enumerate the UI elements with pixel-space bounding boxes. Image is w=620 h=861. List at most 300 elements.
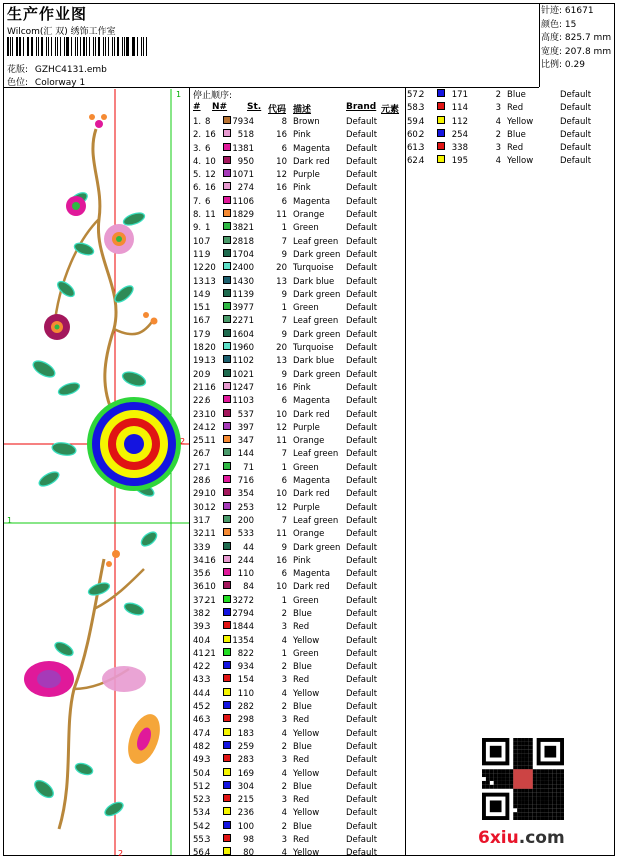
- row-needle: 4: [205, 768, 211, 779]
- table-row: [193, 276, 403, 289]
- row-needle: 21: [205, 648, 216, 659]
- table-row: [193, 315, 403, 328]
- color-swatch: [223, 807, 231, 815]
- row-needle: 6: [205, 143, 211, 154]
- color-swatch: [223, 714, 231, 722]
- row-index: 31.: [193, 515, 207, 526]
- row-stitches: 215: [237, 795, 254, 806]
- row-needle: 8: [205, 117, 211, 127]
- row-brand: Default: [346, 555, 378, 566]
- color-swatch: [223, 475, 231, 483]
- row-needle: 16: [205, 382, 216, 393]
- table-row: [407, 89, 617, 102]
- color-swatch: [223, 621, 231, 629]
- row-needle: 9: [205, 329, 211, 340]
- row-needle: 9: [205, 249, 211, 260]
- row-stitches: 1829: [232, 210, 254, 221]
- row-stitches: 1381: [232, 143, 254, 154]
- row-brand: Default: [346, 289, 378, 300]
- row-stitches: 1354: [232, 635, 254, 646]
- row-index: 29.: [193, 489, 207, 500]
- table-row: [193, 129, 403, 142]
- row-description: Dark blue: [293, 276, 335, 287]
- row-stitches: 171: [451, 90, 468, 100]
- row-index: 61.: [407, 143, 421, 154]
- color-swatch: [437, 89, 445, 97]
- row-description: Dark green: [293, 369, 341, 380]
- row-index: 7.: [193, 196, 202, 207]
- table-row: [193, 635, 403, 648]
- row-code: 16: [276, 382, 287, 393]
- row-brand: Default: [346, 396, 378, 407]
- table-row: [193, 714, 403, 727]
- row-code: 6: [281, 196, 287, 207]
- row-code: 6: [281, 143, 287, 154]
- row-description: Magenta: [293, 396, 331, 407]
- row-brand: Default: [346, 183, 378, 194]
- row-code: 4: [281, 848, 287, 859]
- row-description: Yellow: [293, 768, 320, 779]
- watermark-domain: .com: [518, 828, 565, 848]
- row-index: 20.: [193, 369, 207, 380]
- table-row: [193, 236, 403, 249]
- row-index: 9.: [193, 223, 202, 234]
- row-brand: Default: [346, 662, 378, 673]
- row-needle: 3: [205, 755, 211, 766]
- row-stitches: 716: [237, 476, 254, 487]
- row-needle: 6: [205, 569, 211, 580]
- color-swatch: [223, 674, 231, 682]
- row-brand: Default: [346, 515, 378, 526]
- row-description: Pink: [293, 382, 311, 393]
- row-brand: Default: [346, 595, 378, 606]
- table-row: [193, 741, 403, 754]
- embroidery-design-preview: [4, 89, 189, 855]
- row-index: 16.: [193, 316, 207, 327]
- row-stitches: 347: [237, 436, 254, 447]
- color-swatch: [223, 435, 231, 443]
- row-description: Blue: [507, 129, 526, 140]
- row-code: 4: [281, 728, 287, 739]
- row-stitches: 259: [237, 741, 254, 752]
- row-description: Green: [293, 595, 319, 606]
- row-stitches: 114: [451, 103, 468, 114]
- row-brand: Default: [346, 848, 378, 859]
- row-brand: Default: [346, 768, 378, 779]
- row-index: 60.: [407, 129, 421, 140]
- row-needle: 4: [419, 156, 425, 167]
- row-code: 1: [281, 648, 287, 659]
- row-brand: Default: [346, 608, 378, 619]
- color-swatch: [223, 369, 231, 377]
- row-description: Blue: [293, 781, 312, 792]
- row-description: Turquoise: [293, 263, 334, 274]
- row-needle: 11: [205, 436, 216, 447]
- table-row: [407, 116, 617, 129]
- table-row: [193, 196, 403, 209]
- row-description: Green: [293, 303, 319, 314]
- table-row: [193, 701, 403, 714]
- color-swatch: [223, 608, 231, 616]
- row-needle: 4: [205, 728, 211, 739]
- table-row: [193, 581, 403, 594]
- row-description: Red: [293, 622, 310, 633]
- row-stitches: 110: [237, 688, 254, 699]
- row-brand: Default: [346, 582, 378, 593]
- color-swatch: [223, 635, 231, 643]
- row-code: 9: [281, 249, 287, 260]
- row-stitches: 169: [237, 768, 254, 779]
- row-brand: Default: [346, 728, 378, 739]
- colors-label: 颜色:: [541, 19, 563, 30]
- row-index: 18.: [193, 343, 207, 354]
- row-description: Purple: [293, 422, 320, 433]
- color-swatch: [223, 768, 231, 776]
- row-description: Purple: [293, 170, 320, 181]
- row-brand: Default: [346, 542, 378, 553]
- barcode: [7, 37, 150, 56]
- row-stitches: 80: [243, 848, 254, 859]
- table-row: [193, 116, 403, 129]
- row-code: 9: [281, 369, 287, 380]
- row-description: Purple: [293, 502, 320, 513]
- marker-1-top: 1: [176, 90, 182, 99]
- row-index: 12.: [193, 263, 207, 274]
- row-stitches: 518: [237, 130, 254, 141]
- row-description: Blue: [507, 90, 526, 100]
- row-needle: 3: [419, 103, 425, 114]
- row-index: 54.: [193, 821, 207, 832]
- row-code: 13: [276, 356, 287, 367]
- row-stitches: 144: [237, 449, 254, 460]
- col-header-desc: 描述: [293, 105, 312, 115]
- row-stitches: 2271: [232, 316, 254, 327]
- row-needle: 10: [205, 156, 216, 167]
- color-swatch: [223, 422, 231, 430]
- row-description: Leaf green: [293, 236, 339, 247]
- marker-2-bottom: 2: [118, 849, 124, 858]
- row-code: 3: [281, 835, 287, 846]
- row-description: Magenta: [293, 196, 331, 207]
- row-needle: 13: [205, 276, 216, 287]
- table-row: [193, 621, 403, 634]
- color-swatch: [223, 236, 231, 244]
- table-row: [193, 475, 403, 488]
- row-description: Dark red: [293, 582, 330, 593]
- row-stitches: 44: [243, 542, 254, 553]
- design-file-info: [7, 62, 107, 75]
- row-code: 16: [276, 555, 287, 566]
- color-swatch: [223, 315, 231, 323]
- row-needle: 3: [205, 835, 211, 846]
- row-needle: 6: [205, 196, 211, 207]
- table-row: [193, 395, 403, 408]
- row-brand: Default: [346, 529, 378, 540]
- row-description: Yellow: [507, 116, 534, 127]
- table-row: [193, 462, 403, 475]
- row-code: 4: [495, 156, 501, 167]
- row-code: 11: [276, 210, 287, 221]
- row-index: 44.: [193, 688, 207, 699]
- row-code: 10: [276, 489, 287, 500]
- row-description: Blue: [293, 821, 312, 832]
- row-needle: 2: [419, 90, 425, 100]
- row-code: 3: [281, 675, 287, 686]
- row-needle: 12: [205, 170, 216, 181]
- row-index: 2.: [193, 130, 202, 141]
- table-row: [193, 156, 403, 169]
- table-row: [193, 595, 403, 608]
- row-brand: Default: [346, 675, 378, 686]
- color-swatch: [223, 847, 231, 855]
- row-needle: 16: [205, 555, 216, 566]
- row-stitches: 2818: [232, 236, 254, 247]
- row-code: 12: [276, 502, 287, 513]
- design-divider: [189, 87, 190, 856]
- row-code: 10: [276, 156, 287, 167]
- row-needle: 3: [205, 715, 211, 726]
- row-stitches: 1102: [232, 356, 254, 367]
- table-row: [193, 342, 403, 355]
- row-index: 40.: [193, 635, 207, 646]
- row-index: 37.: [193, 595, 207, 606]
- row-description: Pink: [293, 555, 311, 566]
- row-stitches: 183: [237, 728, 254, 739]
- row-description: Orange: [293, 529, 325, 540]
- row-index: 52.: [193, 795, 207, 806]
- color-swatch: [223, 129, 231, 137]
- row-needle: 9: [205, 289, 211, 300]
- table-row: [193, 355, 403, 368]
- row-needle: 3: [205, 675, 211, 686]
- color-swatch: [223, 781, 231, 789]
- col-header-stitches: St.: [247, 102, 262, 112]
- stitches-value: 61671: [564, 6, 594, 16]
- table-row: [193, 222, 403, 235]
- row-index: 10.: [193, 236, 207, 247]
- row-brand: Default: [560, 116, 592, 127]
- row-brand: Default: [346, 715, 378, 726]
- row-code: 3: [281, 795, 287, 806]
- row-needle: 12: [205, 502, 216, 513]
- row-index: 21.: [193, 382, 207, 393]
- row-code: 20: [276, 263, 287, 274]
- row-brand: Default: [346, 263, 378, 274]
- row-description: Leaf green: [293, 449, 339, 460]
- table-row: [193, 143, 403, 156]
- row-description: Yellow: [293, 848, 320, 859]
- row-brand: Default: [346, 223, 378, 234]
- row-index: 38.: [193, 608, 207, 619]
- row-index: 57.: [407, 90, 421, 100]
- table-row: [193, 542, 403, 555]
- row-needle: 10: [205, 489, 216, 500]
- column-divider: [405, 87, 406, 856]
- row-needle: 6: [205, 476, 211, 487]
- row-code: 13: [276, 276, 287, 287]
- color-swatch: [223, 209, 231, 217]
- row-needle: 7: [205, 449, 211, 460]
- row-code: 4: [495, 116, 501, 127]
- row-brand: Default: [560, 129, 592, 140]
- row-index: 33.: [193, 542, 207, 553]
- row-brand: Default: [346, 476, 378, 487]
- color-swatch: [223, 355, 231, 363]
- color-swatch: [223, 276, 231, 284]
- row-brand: Default: [346, 622, 378, 633]
- row-brand: Default: [346, 369, 378, 380]
- row-needle: 16: [205, 183, 216, 194]
- color-swatch: [437, 129, 445, 137]
- row-needle: 2: [205, 781, 211, 792]
- row-needle: 20: [205, 263, 216, 274]
- row-code: 9: [281, 289, 287, 300]
- row-brand: Default: [346, 648, 378, 659]
- color-swatch: [223, 528, 231, 536]
- table-row: [193, 209, 403, 222]
- row-code: 1: [281, 595, 287, 606]
- row-index: 59.: [407, 116, 421, 127]
- row-needle: 9: [205, 369, 211, 380]
- row-index: 6.: [193, 183, 202, 194]
- row-brand: Default: [346, 835, 378, 846]
- color-swatch: [223, 794, 231, 802]
- row-stitches: 304: [237, 781, 254, 792]
- color-swatch: [223, 688, 231, 696]
- color-swatch: [223, 395, 231, 403]
- row-index: 48.: [193, 741, 207, 752]
- color-swatch: [223, 329, 231, 337]
- row-needle: 1: [205, 223, 211, 234]
- table-row: [193, 674, 403, 687]
- row-stitches: 200: [237, 515, 254, 526]
- row-code: 6: [281, 476, 287, 487]
- row-index: 22.: [193, 396, 207, 407]
- stitches-label: 针迹:: [541, 6, 563, 16]
- row-index: 58.: [407, 103, 421, 114]
- row-code: 3: [495, 143, 501, 154]
- row-stitches: 283: [237, 755, 254, 766]
- table-row: [193, 329, 403, 342]
- color-swatch: [223, 302, 231, 310]
- row-brand: Default: [346, 329, 378, 340]
- row-brand: Default: [346, 117, 378, 127]
- row-code: 3: [281, 622, 287, 633]
- stop-sequence-table: [193, 116, 403, 861]
- row-needle: 13: [205, 356, 216, 367]
- colors-value: 15: [564, 19, 577, 30]
- row-code: 16: [276, 130, 287, 141]
- row-description: Dark red: [293, 489, 330, 500]
- row-description: Red: [293, 675, 310, 686]
- table-row: [193, 648, 403, 661]
- row-description: Dark green: [293, 289, 341, 300]
- row-brand: Default: [346, 409, 378, 420]
- row-stitches: 253: [237, 502, 254, 513]
- table-row: [193, 807, 403, 820]
- table-row: [407, 102, 617, 115]
- row-needle: 10: [205, 409, 216, 420]
- row-brand: Default: [560, 156, 592, 167]
- row-stitches: 537: [237, 409, 254, 420]
- row-index: 27.: [193, 462, 207, 473]
- color-swatch: [223, 728, 231, 736]
- row-stitches: 1021: [232, 369, 254, 380]
- table-row: [193, 528, 403, 541]
- color-swatch: [223, 515, 231, 523]
- row-stitches: 1106: [232, 196, 254, 207]
- row-code: 7: [281, 316, 287, 327]
- row-index: 14.: [193, 289, 207, 300]
- color-swatch: [437, 155, 445, 163]
- row-stitches: 282: [237, 702, 254, 713]
- color-swatch: [437, 116, 445, 124]
- row-needle: 11: [205, 529, 216, 540]
- color-swatch: [223, 754, 231, 762]
- row-brand: Default: [346, 795, 378, 806]
- row-needle: 9: [205, 542, 211, 553]
- row-code: 7: [281, 236, 287, 247]
- marker-2-right: 2: [180, 437, 186, 446]
- row-brand: Default: [346, 196, 378, 207]
- color-swatch: [223, 448, 231, 456]
- row-stitches: 112: [451, 116, 468, 127]
- row-description: Brown: [293, 117, 320, 127]
- table-row: [193, 688, 403, 701]
- row-description: Red: [507, 103, 524, 114]
- color-swatch: [223, 542, 231, 550]
- table-row: [193, 608, 403, 621]
- row-stitches: 1103: [232, 396, 254, 407]
- stop-sequence-table-continued: [407, 89, 617, 169]
- color-swatch: [223, 701, 231, 709]
- row-index: 41.: [193, 648, 207, 659]
- color-swatch: [223, 488, 231, 496]
- row-brand: Default: [346, 210, 378, 221]
- row-description: Yellow: [293, 688, 320, 699]
- row-index: 17.: [193, 329, 207, 340]
- stop-sequence-title: 停止顺序:: [193, 91, 233, 101]
- row-needle: 1: [205, 462, 211, 473]
- row-index: 42.: [193, 662, 207, 673]
- row-brand: Default: [346, 569, 378, 580]
- col-header-num: #: [193, 102, 201, 112]
- color-swatch: [437, 142, 445, 150]
- row-needle: 1: [205, 303, 211, 314]
- row-code: 10: [276, 582, 287, 593]
- color-swatch: [223, 661, 231, 669]
- row-needle: 6: [205, 396, 211, 407]
- row-brand: Default: [346, 276, 378, 287]
- row-brand: Default: [346, 635, 378, 646]
- color-swatch: [223, 156, 231, 164]
- table-row: [193, 382, 403, 395]
- row-brand: Default: [346, 143, 378, 154]
- row-index: 3.: [193, 143, 202, 154]
- row-description: Magenta: [293, 476, 331, 487]
- color-swatch: [223, 289, 231, 297]
- marker-1-left: 1: [7, 516, 13, 525]
- row-code: 1: [281, 462, 287, 473]
- scale-label: 比例:: [541, 60, 563, 70]
- row-code: 2: [281, 781, 287, 792]
- row-description: Dark green: [293, 249, 341, 260]
- table-row: [193, 555, 403, 568]
- row-code: 10: [276, 409, 287, 420]
- row-description: Turquoise: [293, 343, 334, 354]
- width-value: 207.8 mm: [564, 46, 612, 57]
- row-brand: Default: [346, 170, 378, 181]
